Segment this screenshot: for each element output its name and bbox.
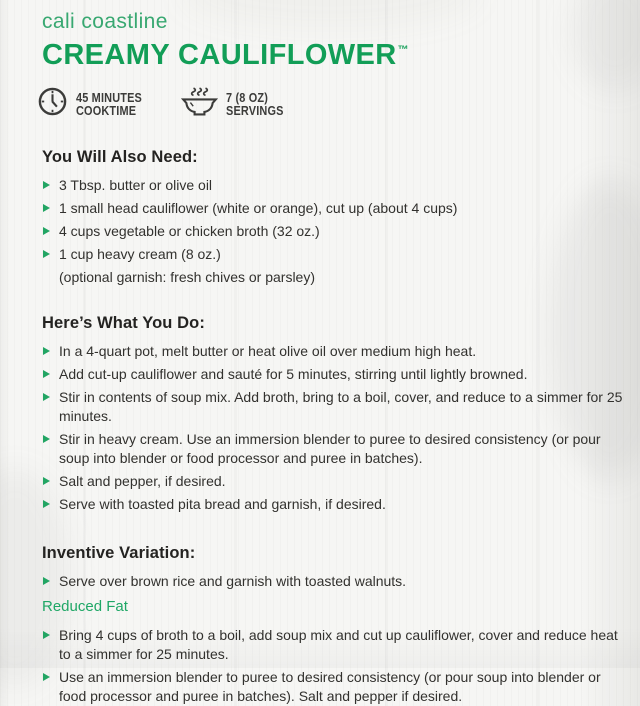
bullet-triangle-icon [43, 673, 50, 681]
recipe-header [42, 11, 640, 122]
steaming-bowl-icon [181, 86, 218, 122]
trademark-symbol: ™ [397, 44, 410, 56]
direction-item: Stir in heavy cream. Use an immersion blender to puree to desired consistency (or pour soup into blender or food processor and puree in batches). [42, 430, 625, 468]
recipe-title [42, 35, 640, 70]
bullet-triangle-icon [43, 347, 50, 355]
bullet-triangle-icon [43, 227, 50, 235]
bullet-triangle-icon [43, 500, 50, 508]
ingredient-item: 3 Tbsp. butter or olive oil [42, 176, 625, 195]
direction-item: Add cut-up cauliflower and sauté for 5 minutes, stirring until lightly browned. [42, 365, 625, 384]
direction-item: In a 4-quart pot, melt butter or heat olive oil over medium high heat. [42, 342, 625, 361]
direction-item: Serve with toasted pita bread and garnish, if desired. [42, 495, 625, 514]
variation-heading: Inventive Variation: [42, 544, 196, 562]
reduced-fat-item: Bring 4 cups of broth to a boil, add soup mix and cut up cauliflower, cover and reduce heat to a simmer for 25 minutes. [42, 626, 625, 664]
servings-label [226, 91, 284, 118]
recipe-meta-row [37, 86, 640, 122]
servings-caption: SERVINGS [225, 103, 284, 118]
cooktime-caption: COOKTIME [76, 103, 137, 118]
section-inventive-variation [42, 543, 640, 706]
reduced-fat-list [42, 626, 640, 706]
ingredient-item: 1 cup heavy cream (8 oz.) [42, 245, 625, 264]
direction-item: Stir in contents of soup mix. Add broth, bring to a boil, cover, and reduce to a simmer for 25 minutes. [42, 388, 625, 426]
bullet-triangle-icon [43, 181, 50, 189]
optional-garnish-note: (optional garnish: fresh chives or parsley) [59, 269, 316, 285]
clock-icon [37, 86, 68, 122]
reduced-fat-item: Use an immersion blender to puree to desired consistency (or pour soup into blender or food processor and puree in batches). Salt and pepper if desired. [42, 668, 625, 706]
bullet-triangle-icon [43, 477, 50, 485]
bullet-triangle-icon [43, 631, 50, 639]
ingredients-heading: You Will Also Need: [42, 148, 198, 166]
variation-list [42, 572, 640, 591]
directions-heading: Here’s What You Do: [42, 314, 205, 332]
recipe-title-text: CREAMY CAULIFLOWER [42, 39, 397, 71]
direction-item: Salt and pepper, if desired. [42, 472, 625, 491]
cooktime-value: 45 MINUTES [76, 89, 143, 105]
brand-name: cali coastline [42, 10, 168, 33]
cooktime-label [76, 91, 142, 118]
ingredient-item: 1 small head cauliflower (white or orange), cut up (about 4 cups) [42, 199, 625, 218]
ingredients-list [42, 176, 640, 287]
bullet-triangle-icon [43, 370, 50, 378]
directions-list [42, 342, 640, 514]
section-directions [42, 313, 640, 514]
bullet-triangle-icon [43, 577, 50, 585]
reduced-fat-subheading: Reduced Fat [42, 598, 128, 615]
bullet-triangle-icon [43, 435, 50, 443]
servings-meta [181, 86, 295, 122]
ingredient-item: 4 cups vegetable or chicken broth (32 oz.) [42, 222, 625, 241]
bullet-triangle-icon [43, 250, 50, 258]
variation-item: Serve over brown rice and garnish with toasted walnuts. [42, 572, 625, 591]
bullet-triangle-icon [43, 204, 50, 212]
servings-value: 7 (8 OZ) [225, 89, 268, 105]
cooktime-meta [37, 86, 155, 122]
bullet-triangle-icon [43, 393, 50, 401]
section-ingredients [42, 147, 640, 287]
